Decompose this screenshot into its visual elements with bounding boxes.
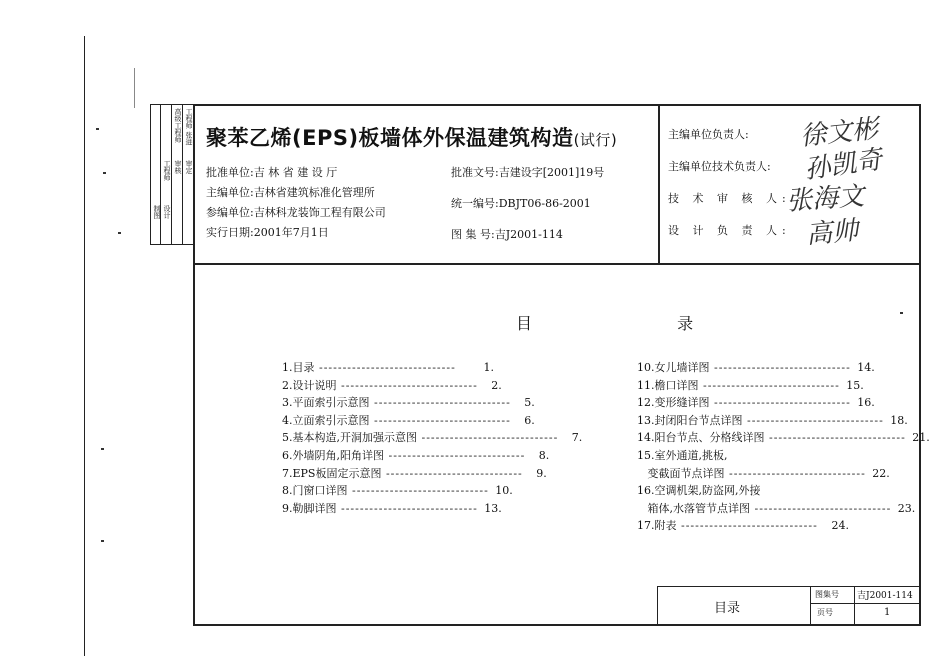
- toc-item-page: 1.: [483, 361, 494, 374]
- toc-item-label: 箱体,水落管节点详图: [637, 501, 750, 515]
- side-stamp-frame-bottom: [150, 244, 193, 245]
- approval-number: 批准文号:吉建设字[2001]19号: [451, 166, 605, 179]
- approval-unit: 批准单位:吉 林 省 建 设 厅: [206, 166, 338, 179]
- atlas-number: 图 集 号:吉J2001-114: [451, 228, 563, 241]
- scan-speck: [900, 312, 903, 314]
- scan-speck: [101, 448, 104, 450]
- title-block-left: [657, 586, 658, 625]
- side-stamp-text: 制图: [153, 205, 161, 219]
- toc-item: 11.檐口详图 ----------------------------- 15.: [637, 377, 849, 395]
- toc-heading: 目 录: [516, 314, 764, 333]
- toc-item-label: 17.附表: [637, 519, 677, 533]
- tech-person-label: 主编单位技术负责人:: [668, 160, 771, 173]
- title-block-divider: [810, 586, 811, 625]
- outer-frame-bottom: [193, 624, 921, 626]
- side-stamp-text: 高级工程师: [174, 108, 182, 143]
- unified-number: 统一编号:DBJT06-86-2001: [451, 197, 591, 210]
- side-stamp-text: 审核: [174, 160, 182, 174]
- toc-item: 12.变形缝详图 ----------------------------- 16.: [637, 394, 849, 412]
- toc-item-page: 18.: [890, 413, 908, 427]
- sheet-name: 目录: [714, 601, 741, 616]
- toc-item-label: 14.阳台节点、分格线详图: [637, 431, 765, 445]
- toc-item: 4.立面索引示意图 ----------------------------- 6.: [282, 412, 494, 430]
- toc-item-label: 13.封闭阳台节点详图: [637, 413, 743, 427]
- toc-item-label: 16.空调机架,防盗网,外接: [637, 484, 761, 498]
- chief-unit: 主编单位:吉林省建筑标准化管理所: [206, 186, 375, 199]
- toc-item-label: 1.目录: [282, 361, 315, 374]
- toc-item-label: 7.EPS板固定示意图: [282, 466, 382, 480]
- header-vertical-divider: [658, 104, 660, 264]
- header-divider: [193, 263, 921, 265]
- toc-item-page: 15.: [846, 378, 864, 392]
- toc-item: [637, 482, 849, 500]
- toc-item-page: 8.: [538, 448, 550, 462]
- toc-item: 13.封闭阳台节点详图 ----------------------------- 18.: [637, 412, 849, 430]
- scan-mark: [134, 68, 135, 108]
- toc-item-label: 9.勒脚详图: [282, 501, 337, 515]
- page-label: 页号: [817, 608, 833, 617]
- title-block-top: [657, 586, 920, 587]
- tech-person-signature: 孙凯奇: [802, 144, 885, 186]
- toc-item: [637, 447, 849, 465]
- reviewer-label: 技 术 审 核 人:: [668, 192, 791, 205]
- side-stamp-frame-left: [150, 104, 151, 244]
- toc-item-label: 5.基本构造,开洞加强示意图: [282, 431, 417, 445]
- toc-item: 8.门窗口详图 ----------------------------- 10.: [282, 482, 494, 500]
- toc-item-page: [761, 482, 785, 500]
- atlas-value: 吉J2001-114: [857, 591, 913, 601]
- toc-item-label: 15.室外通道,挑板,: [637, 448, 728, 462]
- toc-item-page: 5.: [524, 396, 535, 410]
- toc-item-page: 14.: [857, 361, 875, 374]
- designer-signature: 高帅: [805, 215, 860, 251]
- designer-label: 设 计 负 责 人:: [668, 224, 791, 237]
- toc-item-page: 21.: [912, 431, 930, 445]
- side-stamp-col-divider: [160, 104, 161, 244]
- toc-item: 17.附表 ----------------------------- 24.: [637, 517, 849, 535]
- side-stamp-text: 设计: [163, 205, 171, 219]
- toc-item-label: 变截面节点详图: [637, 466, 725, 480]
- toc-item-label: 12.变形缝详图: [637, 396, 710, 410]
- toc-item-label: 11.檐口详图: [637, 378, 699, 392]
- toc-item-page: 16.: [857, 396, 875, 410]
- document-title: [206, 122, 617, 152]
- toc-item: 2.设计说明 ----------------------------- 2.: [282, 377, 494, 395]
- outer-frame-top: [193, 104, 921, 106]
- chief-person-label: 主编单位负责人:: [668, 128, 749, 141]
- title-block-row-divider: [810, 603, 920, 604]
- outer-frame-left: [193, 104, 195, 626]
- left-margin-line: [84, 36, 85, 656]
- toc-item-page: 22.: [872, 466, 890, 480]
- toc-item: 7.EPS板固定示意图 ----------------------------- 9.: [282, 465, 494, 483]
- toc-item: 1.目录 ----------------------------- 1.: [282, 359, 494, 377]
- toc-item-page: 13.: [484, 501, 502, 515]
- toc-item-page: 10.: [495, 484, 513, 498]
- toc-item-page: 24.: [831, 519, 849, 533]
- document-title-suffix: (试行): [573, 131, 618, 149]
- toc-item: 6.外墙阴角,阳角详图 ----------------------------- 8.: [282, 447, 494, 465]
- toc-item-page: 7.: [571, 431, 583, 445]
- scan-speck: [96, 128, 99, 130]
- side-stamp-text: 工程师 张进: [185, 108, 193, 146]
- page-value: 1: [884, 607, 891, 618]
- toc-left-column: [282, 359, 583, 517]
- toc-item: 箱体,水落管节点详图 ----------------------------- 23.: [637, 500, 849, 518]
- toc-item: 5.基本构造,开洞加强示意图 ----------------------------- 7.: [282, 429, 494, 447]
- co-unit: 参编单位:吉林科龙装饰工程有限公司: [206, 206, 386, 219]
- document-title-main: 聚苯乙烯(EPS)板墙体外保温建筑构造: [206, 126, 574, 150]
- atlas-label: 图集号: [815, 590, 839, 599]
- toc-item-label: 4.立面索引示意图: [282, 413, 370, 427]
- effective-date: 实行日期:2001年7月1日: [206, 226, 329, 239]
- toc-item-page: 9.: [536, 466, 547, 480]
- scan-speck: [103, 172, 106, 174]
- toc-right-column: [637, 359, 930, 535]
- reviewer-signature: 张海文: [785, 181, 866, 217]
- toc-item: 3.平面索引示意图 ----------------------------- 5.: [282, 394, 494, 412]
- toc-item: 10.女儿墙详图 ----------------------------- 14.: [637, 359, 849, 377]
- side-stamp-text: 工程师: [163, 160, 171, 181]
- toc-item-label: 6.外墙阴角,阳角详图: [282, 448, 384, 462]
- chief-person-signature: 徐文彬: [798, 113, 880, 152]
- toc-item-label: 3.平面索引示意图: [282, 396, 370, 410]
- toc-item-label: 2.设计说明: [282, 378, 337, 392]
- toc-item-label: 8.门窗口详图: [282, 484, 348, 498]
- toc-item: 9.勒脚详图 ----------------------------- 13.: [282, 500, 494, 518]
- side-stamp-text: 审定: [185, 160, 193, 174]
- toc-item-page: 2.: [491, 378, 502, 392]
- title-block-divider: [854, 586, 855, 625]
- toc-item-page: 23.: [897, 501, 916, 515]
- toc-item-label: 10.女儿墙详图: [637, 361, 710, 374]
- scan-speck: [101, 540, 104, 542]
- toc-item-page: 6.: [524, 413, 535, 427]
- toc-item: 14.阳台节点、分格线详图 ----------------------------- 21.: [637, 429, 849, 447]
- toc-item: 变截面节点详图 ----------------------------- 22.: [637, 465, 849, 483]
- toc-item-page: [728, 447, 752, 465]
- scan-speck: [118, 232, 121, 234]
- outer-frame-right: [919, 104, 921, 626]
